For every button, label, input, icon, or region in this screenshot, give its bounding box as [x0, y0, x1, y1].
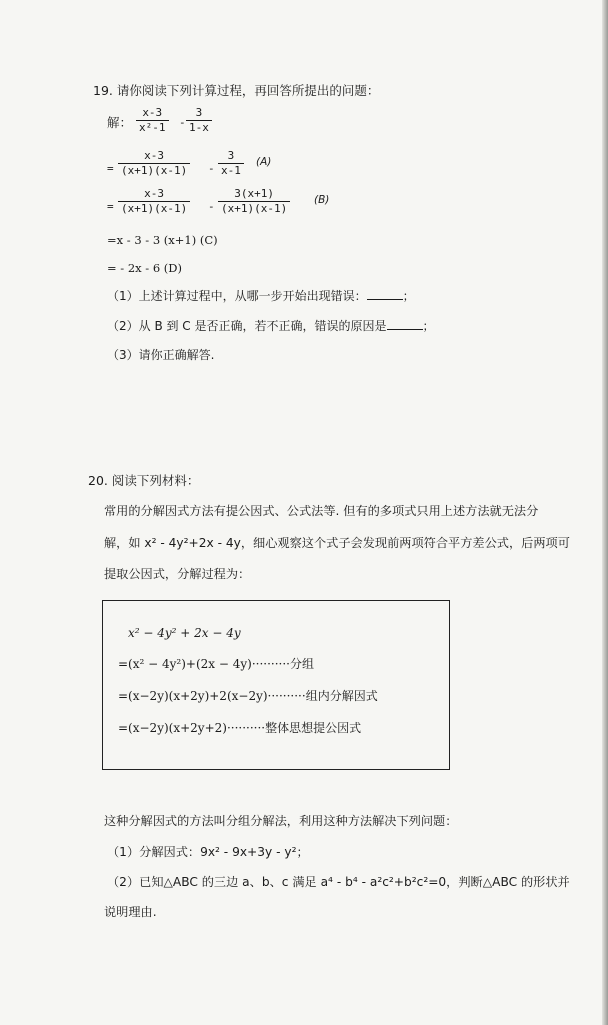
answer-blank[interactable] — [367, 289, 403, 300]
box-line-4: =(x−2y)(x+2y+2)··········整体思想提公因式 — [118, 721, 362, 735]
q19-step-d: = - 2x - 6 (D) — [107, 261, 182, 275]
q20-title: 20. 阅读下列材料： — [88, 473, 200, 488]
numerator: 3 — [186, 106, 212, 121]
q20-sub2: （2）已知△ABC 的三边 a、b、c 满足 a⁴ - b⁴ - a²c²+b²c²=0，判断△ABC 的形状并 — [107, 875, 570, 889]
q19-sub3: （3）请你正确解答. — [107, 348, 215, 362]
denominator: 1-x — [189, 121, 209, 134]
minus-sign: - — [179, 116, 186, 129]
q19-sub2-end: ； — [422, 319, 435, 333]
q19-l3-fraction-2 — [218, 187, 290, 216]
q20-paragraph-line-4: 这种分解因式的方法叫分组分解法，利用这种方法解决下列问题： — [104, 814, 458, 828]
q19-l1-fraction-2 — [186, 106, 212, 135]
q19-l1-fraction-1 — [136, 106, 169, 135]
box-line-3: =(x−2y)(x+2y)+2(x−2y)··········组内分解因式 — [118, 689, 378, 703]
equals-sign: = — [107, 162, 114, 175]
denominator: (x+1)(x-1) — [121, 202, 188, 215]
numerator: x-3 — [118, 149, 190, 164]
box-line-2: =(x² − 4y²)+(2x − 4y)··········分组 — [118, 657, 314, 671]
q19-sub2-text: （2）从 B 到 C 是否正确，若不正确，错误的原因是 — [107, 319, 387, 333]
denominator: (x+1)(x-1) — [221, 202, 288, 215]
q19-sub1-end: ； — [402, 289, 415, 303]
q20-sub2-continued: 说明理由. — [104, 905, 157, 919]
q19-title: 19. 请你阅读下列计算过程，再回答所提出的问题： — [93, 83, 380, 98]
denominator: x-1 — [221, 164, 241, 177]
q19-sub1-text: （1）上述计算过程中，从哪一步开始出现错误： — [107, 289, 367, 303]
numerator: x-3 — [136, 106, 169, 121]
answer-blank[interactable] — [387, 319, 423, 330]
q19-sub1 — [107, 288, 415, 304]
q19-solution-label: 解： — [107, 115, 133, 130]
numerator: x-3 — [118, 187, 190, 202]
q19-sub2 — [107, 318, 435, 334]
q20-sub1: （1）分解因式：9x² - 9x+3y - y²； — [107, 845, 309, 859]
q19-step-c: =x - 3 - 3 (x+1) (C) — [107, 233, 218, 247]
q19-l2-fraction-1 — [118, 149, 190, 178]
q20-paragraph-line-1: 常用的分解因式方法有提公因式、公式法等. 但有的多项式只用上述方法就无法分 — [104, 504, 539, 518]
numerator: 3 — [218, 149, 244, 164]
box-line-1: x² − 4y² + 2x − 4y — [128, 626, 241, 640]
minus-sign: - — [208, 162, 215, 175]
step-label-a: (A) — [256, 156, 272, 168]
numerator: 3(x+1) — [218, 187, 290, 202]
q20-paragraph-line-3: 提取公因式，分解过程为： — [104, 567, 251, 581]
denominator: x²-1 — [139, 121, 166, 134]
step-label-b: (B) — [314, 194, 330, 206]
page-edge-shadow — [602, 0, 608, 1025]
q19-l3-fraction-1 — [118, 187, 190, 216]
denominator: (x+1)(x-1) — [121, 164, 188, 177]
minus-sign: - — [208, 200, 215, 213]
q19-l2-fraction-2 — [218, 149, 244, 178]
q20-paragraph-line-2: 解，如 x² - 4y²+2x - 4y，细心观察这个式子会发现前两项符合平方差公式，后两项可 — [104, 536, 570, 550]
equals-sign: = — [107, 200, 114, 213]
